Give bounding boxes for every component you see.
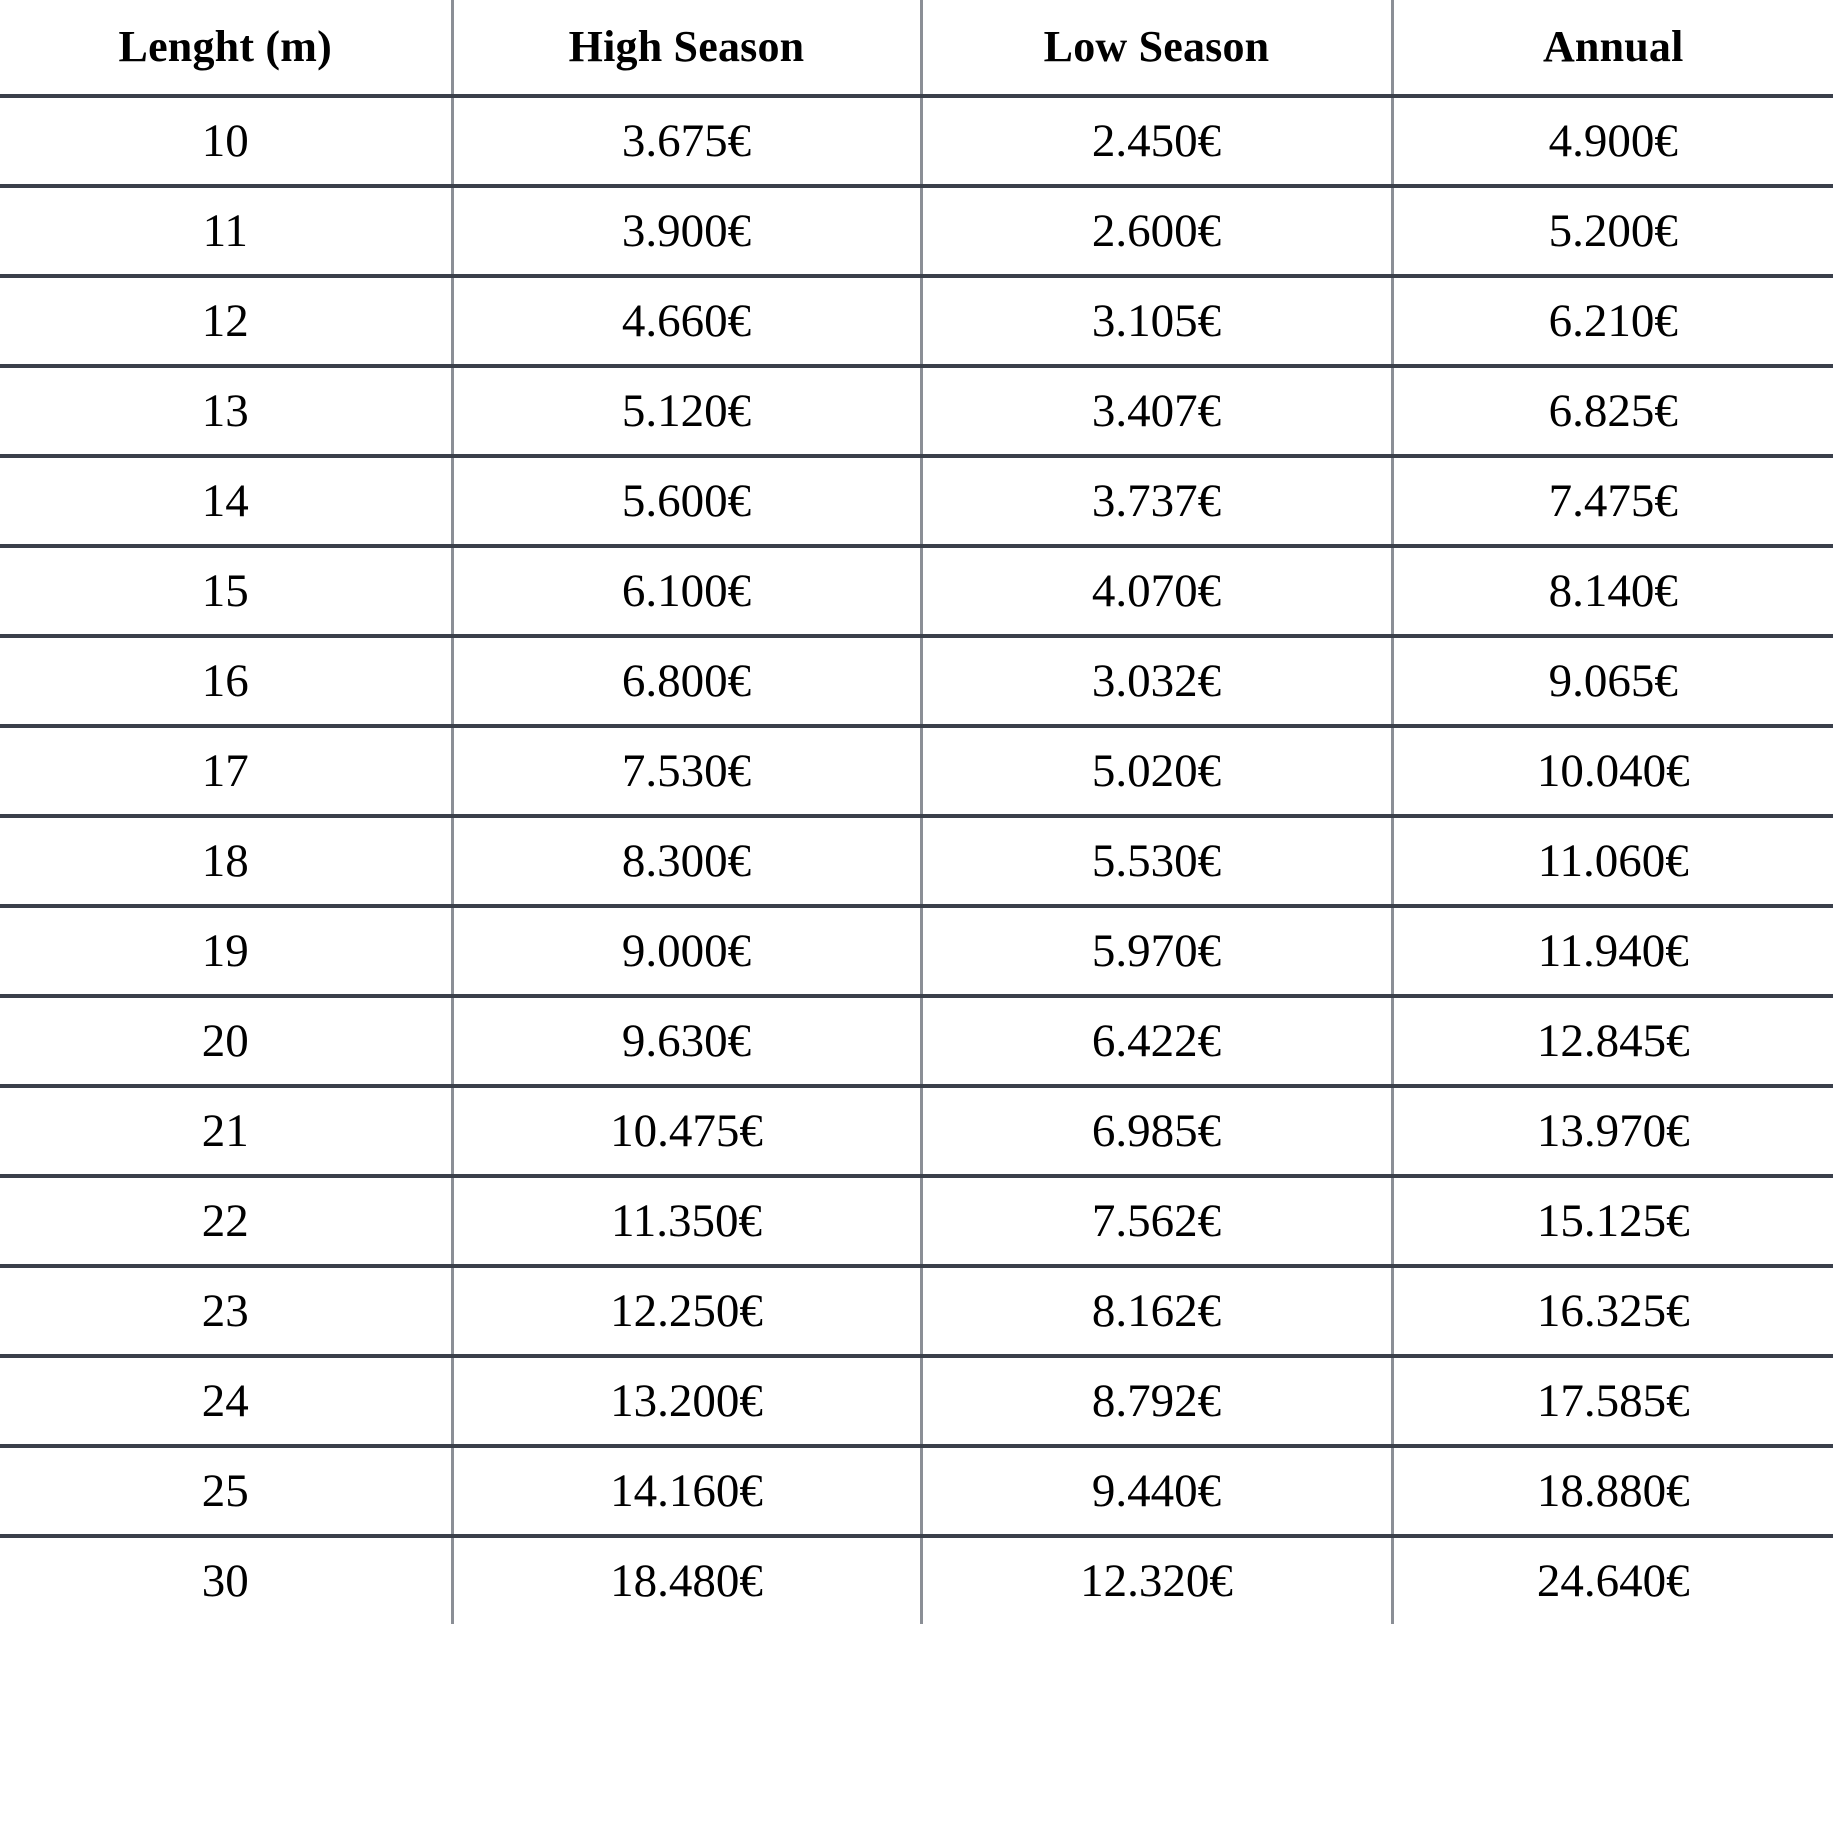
cell-high: 9.630€ [452,996,921,1086]
table-body [0,96,1833,1624]
cell-length: 10 [0,96,452,186]
cell-annual: 17.585€ [1536,1375,1690,1427]
cell-high: 12.250€ [452,1266,921,1356]
cell-length: 25 [0,1446,452,1536]
table-row [0,636,1833,726]
cell-low: 5.530€ [921,816,1392,906]
cell-annual: 16.325€ [1536,1285,1690,1337]
cell-annual: 18.880€ [1536,1465,1690,1517]
cell-annual: 11.060€ [1537,835,1689,887]
cell-high: 4.660€ [452,276,921,366]
cell-length: 11 [0,186,452,276]
cell-high: 3.675€ [452,96,921,186]
table-row [0,816,1833,906]
table-row [0,1536,1833,1624]
cell-annual: 24.640€ [1536,1555,1690,1607]
table-row [0,546,1833,636]
cell-length: 18 [0,816,452,906]
cell-low: 2.600€ [921,186,1392,276]
cell-high: 5.120€ [452,366,921,456]
cell-low: 5.970€ [921,906,1392,996]
cell-high: 7.530€ [452,726,921,816]
cell-annual: 11.940€ [1537,925,1689,977]
cell-length: 14 [0,456,452,546]
table-row [0,1446,1833,1536]
table-header [0,0,1833,96]
table-row [0,1086,1833,1176]
cell-high: 8.300€ [452,816,921,906]
cell-low: 4.070€ [921,546,1392,636]
column-header-low-season: Low Season [921,0,1392,96]
cell-low: 8.792€ [921,1356,1392,1446]
table-row [0,276,1833,366]
table-row [0,996,1833,1086]
cell-low: 6.985€ [921,1086,1392,1176]
cell-annual: 7.475€ [1548,475,1678,527]
cell-high: 9.000€ [452,906,921,996]
cell-high: 14.160€ [452,1446,921,1536]
cell-length: 12 [0,276,452,366]
cell-high: 10.475€ [452,1086,921,1176]
cell-high: 11.350€ [452,1176,921,1266]
table-row [0,1176,1833,1266]
cell-length: 23 [0,1266,452,1356]
cell-length: 24 [0,1356,452,1446]
cell-length: 30 [0,1536,452,1624]
column-header-high-season: High Season [452,0,921,96]
cell-low: 3.105€ [921,276,1392,366]
column-header-length: Lenght (m) [0,0,452,96]
header-row [0,0,1833,96]
column-header-annual: Annual [1542,22,1684,71]
cell-low: 2.450€ [921,96,1392,186]
table-row [0,186,1833,276]
table-row [0,366,1833,456]
cell-length: 19 [0,906,452,996]
cell-annual: 9.065€ [1548,655,1678,707]
cell-annual: 13.970€ [1536,1105,1690,1157]
cell-annual: 5.200€ [1548,205,1678,257]
cell-annual: 6.210€ [1548,295,1678,347]
cell-length: 16 [0,636,452,726]
cell-annual: 15.125€ [1536,1195,1690,1247]
cell-low: 9.440€ [921,1446,1392,1536]
table-row [0,456,1833,546]
cell-high: 6.800€ [452,636,921,726]
cell-high: 3.900€ [452,186,921,276]
table-row [0,1356,1833,1446]
cell-low: 6.422€ [921,996,1392,1086]
cell-annual: 4.900€ [1548,115,1678,167]
cell-high: 18.480€ [452,1536,921,1624]
cell-low: 7.562€ [921,1176,1392,1266]
cell-low: 5.020€ [921,726,1392,816]
cell-annual: 6.825€ [1548,385,1678,437]
cell-low: 12.320€ [921,1536,1392,1624]
cell-low: 3.032€ [921,636,1392,726]
cell-length: 22 [0,1176,452,1266]
cell-annual: 8.140€ [1548,565,1678,617]
cell-annual: 10.040€ [1536,745,1690,797]
cell-annual: 12.845€ [1536,1015,1690,1067]
cell-high: 5.600€ [452,456,921,546]
cell-high: 6.100€ [452,546,921,636]
cell-length: 15 [0,546,452,636]
table-row [0,726,1833,816]
cell-low: 3.737€ [921,456,1392,546]
cell-length: 17 [0,726,452,816]
cell-high: 13.200€ [452,1356,921,1446]
table-row [0,96,1833,186]
cell-low: 3.407€ [921,366,1392,456]
table-row [0,906,1833,996]
cell-length: 21 [0,1086,452,1176]
cell-length: 20 [0,996,452,1086]
cell-low: 8.162€ [921,1266,1392,1356]
table-row [0,1266,1833,1356]
cell-length: 13 [0,366,452,456]
